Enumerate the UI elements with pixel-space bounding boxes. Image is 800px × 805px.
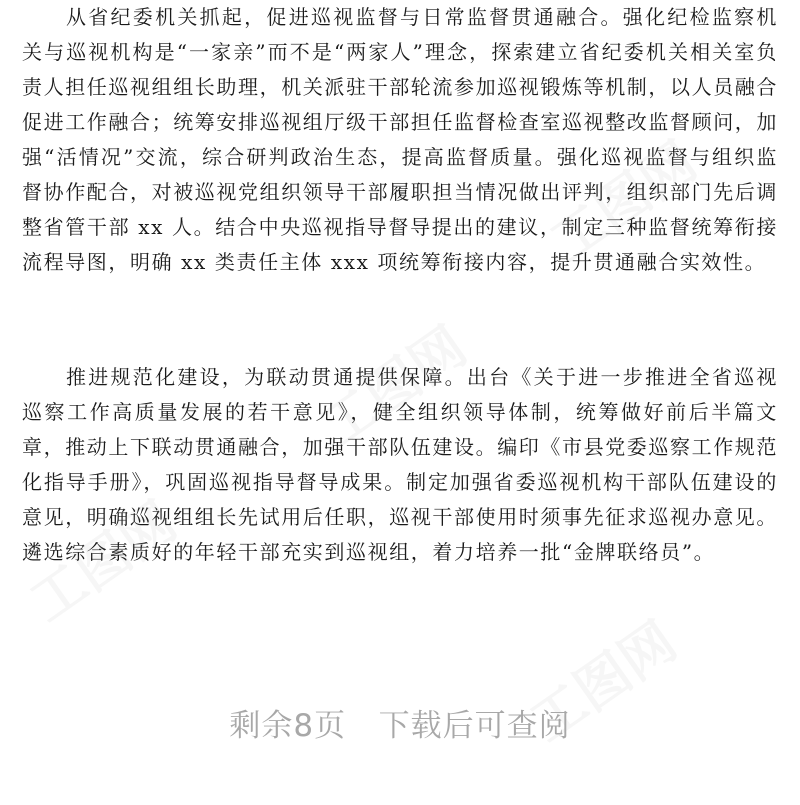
remaining-pages-notice[interactable] — [0, 700, 800, 745]
watermark: 工图网 — [518, 609, 688, 755]
watermark: 工图网 — [18, 489, 188, 635]
watermark: 工图网 — [538, 129, 708, 275]
download-hint: 下载后可查阅 — [378, 708, 571, 744]
body-paragraph: 从省纪委机关抓起，促进巡视监督与日常监督贯通融合。强化纪检监察机关与巡视机构是“一家亲”而不是“两家人”理念，探索建立省纪委机关相关室负责人担任巡视组组长助理，机关派驻干部轮流参加巡视锻炼等机制，以人员融合促进工作融合；统筹安排巡视组厅级干部担任监督检查室巡视整改监督顾问，加强“活情况”交流，综合研判政治生态，提高监督质量。强化巡视监督与组织监督协作配合，对被巡视党组织领导干部履职担当情况做出评判，组织部门先后调整省管干部 xx 人。结合中央巡视指导督导提出的建议，制定三种监督统筹衔接流程导图，明确 xx 类责任主体 xxx 项统筹衔接内容，提升贯通融合实效性。 — [22, 5, 778, 274]
watermark: 工图网 — [308, 314, 478, 460]
body-paragraph: 推进规范化建设，为联动贯通提供保障。出台《关于进一步推进全省巡视巡察工作高质量发展的若干意见》，健全组织领导体制，统筹做好前后半篇文章，推动上下联动贯通融合，加强干部队伍建设。编印《市县党委巡察工作规范化指导手册》，巩固巡视指导督导成果。制定加强省委巡视机构干部队伍建设的意见，明确巡视组组长先试用后任职，巡视干部使用时须事先征求巡视办意见。遴选综合素质好的年轻干部充实到巡视组，着力培养一批“金牌联络员”。 — [22, 365, 778, 564]
remaining-pages-count: 剩余8页 — [229, 708, 347, 744]
